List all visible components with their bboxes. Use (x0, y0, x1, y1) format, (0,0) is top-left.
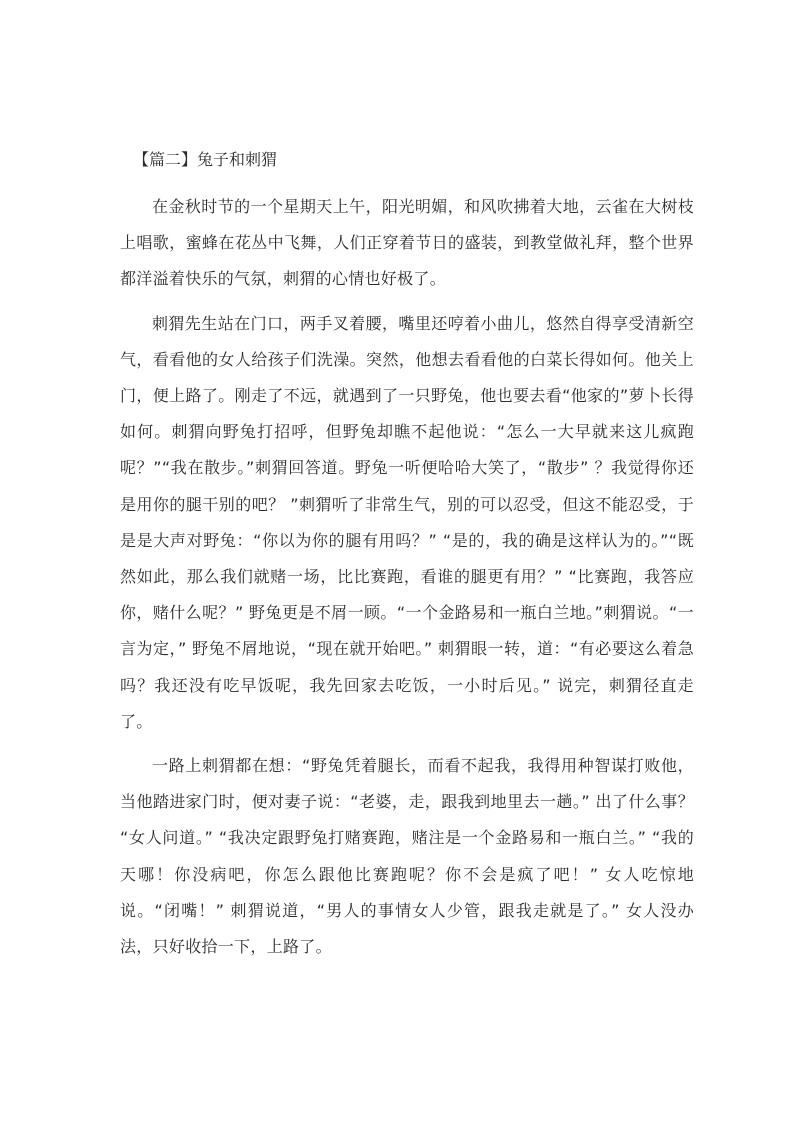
paragraph-1: 在金秋时节的一个星期天上午，阳光明媚，和风吹拂着大地，云雀在大树枝上唱歌，蜜蜂在花丛中飞舞，人们正穿着节日的盛装，到教堂做礼拜，整个世界都洋溢着快乐的气氛，刺猬的心情也好极了。 (120, 197, 694, 289)
section-heading: 【篇二】兔子和刺猬 (133, 150, 278, 169)
paragraph-3: 一路上刺猬都在想：“野兔凭着腿长，而看不起我，我得用种智谋打败他，当他踏进家门时，便对妻子说：“老婆，走，跟我到地里去一趟。” 出了什么事？ “女人问道。” “我决定跟野兔打赌赛跑，赌注是一个金路易和一瓶白兰。” “我的天哪！你没病吧，你怎么跟他比赛跑呢？你不会是疯了吧！” 女人吃惊地说。“闭嘴！” 刺猬说道，“男人的事情女人少管，跟我走就是了。” 女人没办法，只好收拾一下，上路了。 (120, 756, 694, 957)
document-page (120, 142, 694, 965)
paragraph-2: 刺猬先生站在门口，两手叉着腰，嘴里还哼着小曲儿，悠然自得享受清新空气，看看他的女人给孩子们洗澡。突然，他想去看看他的白菜长得如何。他关上门，便上路了。刚走了不远，就遇到了一只野兔，他也要去看“他家的”萝卜长得如何。刺猬向野兔打招呼，但野兔却瞧不起他说：“怎么一大早就来这儿疯跑呢？”“我在散步。”刺猬回答道。野兔一听便哈哈大笑了，“散步” ？我觉得你还是用你的腿干别的吧？ ”刺猬听了非常生气，别的可以忍受，但这不能忍受，于是是大声对野兔：“你以为你的腿有用吗？” “是的，我的确是这样认为的。”“既然如此，那么我们就赌一场，比比赛跑，看谁的腿更有用？” “比赛跑，我答应你，赌什么呢？” 野兔更是不屑一顾。“一个金路易和一瓶白兰地。”刺猬说。“一言为定，” 野兔不屑地说，“现在就开始吧。” 刺猬眼一转，道：“有必要这么着急吗？我还没有吃早饭呢，我先回家去吃饭，一小时后见。” 说完，刺猬径直走了。 (120, 313, 694, 731)
